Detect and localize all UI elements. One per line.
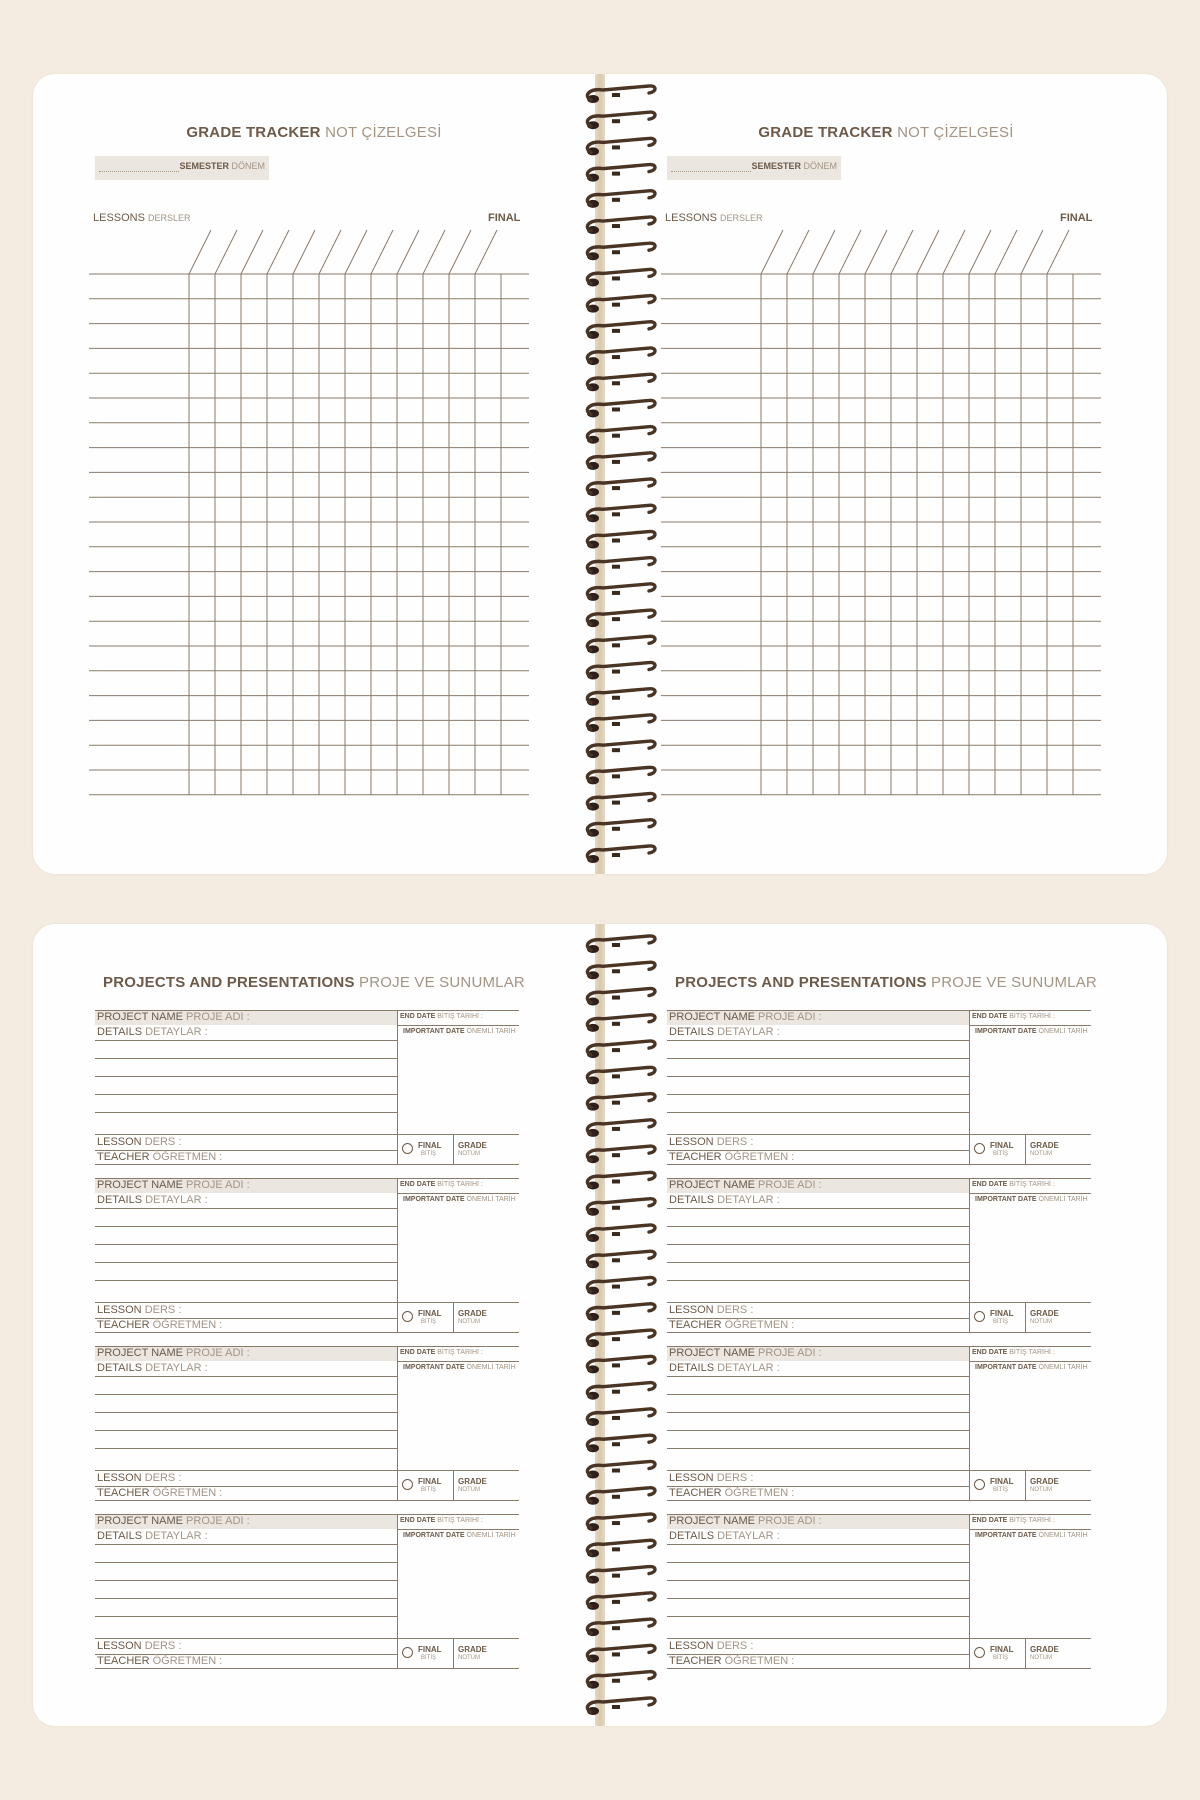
footer-top-rule (667, 1134, 1091, 1135)
lesson-label: LESSON DERS : (97, 1136, 182, 1148)
details-label: DETAILS DETAYLAR : (669, 1530, 780, 1542)
project-list (667, 1010, 1091, 1682)
final-grade-divider (453, 1638, 454, 1668)
grid-header-diagonal (995, 230, 1017, 274)
details-line (667, 1208, 969, 1209)
column-divider (397, 1178, 398, 1332)
page-title: GRADE TRACKER NOT ÇİZELGESİ (186, 124, 442, 141)
important-date-label: IMPORTANT DATE ÖNEMLİ TARİH (975, 1532, 1088, 1539)
final-grade-divider (1025, 1470, 1026, 1500)
grid-header-diagonal (761, 230, 783, 274)
end-date-label: END DATE BİTİŞ TARİHİ : (972, 1181, 1055, 1188)
final-sub-label: BİTİŞ (993, 1319, 1009, 1325)
final-checkbox[interactable] (974, 1479, 985, 1490)
grade-sub-label: NOTUM (458, 1487, 480, 1493)
footer-bottom-rule (95, 1332, 519, 1333)
details-line (95, 1058, 397, 1059)
details-line (95, 1076, 397, 1077)
final-label: FINAL (418, 1309, 442, 1318)
grade-label: GRADE (1030, 1309, 1059, 1318)
details-line (667, 1226, 969, 1227)
project-name-label: PROJECT NAME PROJE ADI : (97, 1011, 250, 1023)
details-line (95, 1430, 397, 1431)
details-line (667, 1616, 969, 1617)
grid-header-diagonal (241, 230, 263, 274)
grade-label: GRADE (458, 1141, 487, 1150)
project-list (95, 1010, 519, 1682)
final-grade-divider (453, 1302, 454, 1332)
page-title: PROJECTS AND PRESENTATIONS PROJE VE SUNUMLAR (103, 974, 525, 991)
details-label: DETAILS DETAYLAR : (97, 1026, 208, 1038)
important-date-label: IMPORTANT DATE ÖNEMLİ TARİH (403, 1196, 516, 1203)
details-line (95, 1562, 397, 1563)
details-line (95, 1448, 397, 1449)
project-entry (95, 1010, 519, 1178)
final-sub-label: BİTİŞ (993, 1655, 1009, 1661)
footer-bottom-rule (667, 1500, 1091, 1501)
details-line (667, 1448, 969, 1449)
final-checkbox[interactable] (974, 1647, 985, 1658)
footer-top-rule (667, 1302, 1091, 1303)
grid-header-diagonal (397, 230, 419, 274)
grade-label: GRADE (1030, 1477, 1059, 1486)
grade-label: GRADE (458, 1477, 487, 1486)
semester-field[interactable]: SEMESTER DÖNEM (95, 156, 269, 180)
projects-page-left (33, 924, 595, 1726)
grid-header-diagonal (267, 230, 289, 274)
end-date-label: END DATE BİTİŞ TARİHİ : (972, 1517, 1055, 1524)
grade-tracker-spread (33, 74, 1167, 874)
project-entry (667, 1346, 1091, 1514)
teacher-label: TEACHER ÖĞRETMEN : (97, 1319, 223, 1331)
details-label: DETAILS DETAYLAR : (97, 1362, 208, 1374)
final-label: FINAL (418, 1645, 442, 1654)
column-divider (969, 1346, 970, 1500)
grade-sub-label: NOTUM (458, 1655, 480, 1661)
important-date-label: IMPORTANT DATE ÖNEMLİ TARİH (975, 1196, 1088, 1203)
grid-header-diagonal (839, 230, 861, 274)
grade-sub-label: NOTUM (1030, 1655, 1052, 1661)
final-checkbox[interactable] (974, 1311, 985, 1322)
details-label: DETAILS DETAYLAR : (669, 1026, 780, 1038)
final-grade-divider (1025, 1302, 1026, 1332)
details-line (95, 1094, 397, 1095)
grid-header-diagonal (1047, 230, 1069, 274)
column-divider (397, 1514, 398, 1668)
lesson-label: LESSON DERS : (669, 1304, 754, 1316)
teacher-label: TEACHER ÖĞRETMEN : (669, 1151, 795, 1163)
grade-grid[interactable] (89, 174, 529, 806)
details-line (95, 1280, 397, 1281)
details-line (667, 1040, 969, 1041)
details-line (667, 1394, 969, 1395)
end-date-label: END DATE BİTİŞ TARİHİ : (400, 1013, 483, 1020)
grid-header-diagonal (449, 230, 471, 274)
details-line (667, 1280, 969, 1281)
footer-bottom-rule (667, 1332, 1091, 1333)
projects-spread (33, 924, 1167, 1726)
footer-bottom-rule (95, 1668, 519, 1669)
details-line (667, 1598, 969, 1599)
details-line (95, 1040, 397, 1041)
end-date-label: END DATE BİTİŞ TARİHİ : (972, 1013, 1055, 1020)
grade-sub-label: NOTUM (1030, 1319, 1052, 1325)
details-line (667, 1430, 969, 1431)
details-line (95, 1580, 397, 1581)
project-entry (667, 1178, 1091, 1346)
grid-header-diagonal (969, 230, 991, 274)
grid-header-diagonal (319, 230, 341, 274)
final-label: FINAL (990, 1309, 1014, 1318)
project-entry (95, 1514, 519, 1682)
details-line (667, 1094, 969, 1095)
details-line (95, 1616, 397, 1617)
column-divider (397, 1010, 398, 1164)
final-grade-divider (1025, 1638, 1026, 1668)
details-label: DETAILS DETAYLAR : (669, 1194, 780, 1206)
footer-top-rule (667, 1470, 1091, 1471)
details-line (667, 1076, 969, 1077)
lesson-label: LESSON DERS : (97, 1304, 182, 1316)
column-divider (969, 1010, 970, 1164)
details-line (95, 1244, 397, 1245)
footer-top-rule (667, 1638, 1091, 1639)
project-name-label: PROJECT NAME PROJE ADI : (97, 1179, 250, 1191)
project-name-label: PROJECT NAME PROJE ADI : (669, 1011, 822, 1023)
grid-header-diagonal (865, 230, 887, 274)
grade-tracker-page-right (605, 74, 1167, 874)
details-line (95, 1394, 397, 1395)
teacher-label: TEACHER ÖĞRETMEN : (669, 1655, 795, 1667)
grade-grid[interactable] (661, 174, 1101, 806)
final-label: FINAL (990, 1141, 1014, 1150)
final-checkbox[interactable] (974, 1143, 985, 1154)
teacher-label: TEACHER ÖĞRETMEN : (669, 1319, 795, 1331)
final-checkbox[interactable] (402, 1143, 413, 1154)
final-label: FINAL (418, 1477, 442, 1486)
details-label: DETAILS DETAYLAR : (97, 1530, 208, 1542)
details-line (95, 1376, 397, 1377)
details-line (667, 1376, 969, 1377)
details-label: DETAILS DETAYLAR : (97, 1194, 208, 1206)
details-line (95, 1208, 397, 1209)
grade-tracker-page-left (33, 74, 595, 874)
details-line (667, 1562, 969, 1563)
grid-header-diagonal (293, 230, 315, 274)
column-divider (397, 1346, 398, 1500)
teacher-label: TEACHER ÖĞRETMEN : (97, 1487, 223, 1499)
details-line (95, 1262, 397, 1263)
lesson-label: LESSON DERS : (669, 1472, 754, 1484)
footer-bottom-rule (667, 1164, 1091, 1165)
footer-top-rule (95, 1638, 519, 1639)
lesson-label: LESSON DERS : (669, 1640, 754, 1652)
grid-header-diagonal (891, 230, 913, 274)
details-line (667, 1412, 969, 1413)
final-sub-label: BİTİŞ (993, 1487, 1009, 1493)
teacher-label: TEACHER ÖĞRETMEN : (669, 1487, 795, 1499)
grade-label: GRADE (1030, 1645, 1059, 1654)
final-grade-divider (1025, 1134, 1026, 1164)
final-header: FINAL (1060, 212, 1093, 224)
grid-header-diagonal (943, 230, 965, 274)
column-divider (969, 1178, 970, 1332)
lesson-label: LESSON DERS : (97, 1472, 182, 1484)
details-line (95, 1598, 397, 1599)
final-label: FINAL (990, 1477, 1014, 1486)
lesson-label: LESSON DERS : (669, 1136, 754, 1148)
grid-header-diagonal (371, 230, 393, 274)
grade-sub-label: NOTUM (1030, 1487, 1052, 1493)
footer-top-rule (95, 1470, 519, 1471)
project-name-label: PROJECT NAME PROJE ADI : (97, 1515, 250, 1527)
important-date-label: IMPORTANT DATE ÖNEMLİ TARİH (403, 1364, 516, 1371)
final-label: FINAL (418, 1141, 442, 1150)
teacher-label: TEACHER ÖĞRETMEN : (97, 1151, 223, 1163)
details-line (667, 1580, 969, 1581)
final-checkbox[interactable] (402, 1311, 413, 1322)
important-date-label: IMPORTANT DATE ÖNEMLİ TARİH (403, 1532, 516, 1539)
grid-header-diagonal (189, 230, 211, 274)
grade-label: GRADE (458, 1309, 487, 1318)
project-name-label: PROJECT NAME PROJE ADI : (97, 1347, 250, 1359)
footer-top-rule (95, 1302, 519, 1303)
details-label: DETAILS DETAYLAR : (669, 1362, 780, 1374)
details-line (667, 1112, 969, 1113)
teacher-label: TEACHER ÖĞRETMEN : (97, 1655, 223, 1667)
final-sub-label: BİTİŞ (421, 1487, 437, 1493)
grid-header-diagonal (345, 230, 367, 274)
details-line (95, 1226, 397, 1227)
final-checkbox[interactable] (402, 1647, 413, 1658)
details-line (95, 1412, 397, 1413)
grid-header-diagonal (423, 230, 445, 274)
footer-bottom-rule (95, 1500, 519, 1501)
final-label: FINAL (990, 1645, 1014, 1654)
semester-field[interactable]: SEMESTER DÖNEM (667, 156, 841, 180)
grade-sub-label: NOTUM (1030, 1151, 1052, 1157)
details-line (95, 1544, 397, 1545)
end-date-label: END DATE BİTİŞ TARİHİ : (972, 1349, 1055, 1356)
final-grade-divider (453, 1134, 454, 1164)
grade-sub-label: NOTUM (458, 1319, 480, 1325)
important-date-label: IMPORTANT DATE ÖNEMLİ TARİH (403, 1028, 516, 1035)
binding-gutter (595, 74, 605, 874)
grade-label: GRADE (1030, 1141, 1059, 1150)
details-line (95, 1112, 397, 1113)
project-name-label: PROJECT NAME PROJE ADI : (669, 1179, 822, 1191)
project-entry (95, 1178, 519, 1346)
final-sub-label: BİTİŞ (421, 1151, 437, 1157)
important-date-label: IMPORTANT DATE ÖNEMLİ TARİH (975, 1028, 1088, 1035)
grade-sub-label: NOTUM (458, 1151, 480, 1157)
grade-label: GRADE (458, 1645, 487, 1654)
lesson-label: LESSON DERS : (97, 1640, 182, 1652)
grid-header-diagonal (787, 230, 809, 274)
footer-bottom-rule (95, 1164, 519, 1165)
final-sub-label: BİTİŞ (421, 1655, 437, 1661)
projects-page-right (605, 924, 1167, 1726)
details-line (667, 1262, 969, 1263)
page-title: PROJECTS AND PRESENTATIONS PROJE VE SUNUMLAR (675, 974, 1097, 991)
final-sub-label: BİTİŞ (421, 1319, 437, 1325)
details-line (667, 1058, 969, 1059)
grid-header-diagonal (1021, 230, 1043, 274)
semester-dotted-line (671, 171, 751, 172)
semester-dotted-line (99, 171, 179, 172)
lessons-header: LESSONS DERSLER (93, 212, 191, 224)
grid-header-diagonal (917, 230, 939, 274)
final-header: FINAL (488, 212, 521, 224)
page-title: GRADE TRACKER NOT ÇİZELGESİ (758, 124, 1014, 141)
project-entry (95, 1346, 519, 1514)
end-date-label: END DATE BİTİŞ TARİHİ : (400, 1181, 483, 1188)
end-date-label: END DATE BİTİŞ TARİHİ : (400, 1517, 483, 1524)
column-divider (969, 1514, 970, 1668)
grid-header-diagonal (475, 230, 497, 274)
project-name-label: PROJECT NAME PROJE ADI : (669, 1515, 822, 1527)
footer-bottom-rule (667, 1668, 1091, 1669)
project-entry (667, 1514, 1091, 1682)
final-sub-label: BİTİŞ (993, 1151, 1009, 1157)
details-line (667, 1544, 969, 1545)
lessons-header: LESSONS DERSLER (665, 212, 763, 224)
project-name-label: PROJECT NAME PROJE ADI : (669, 1347, 822, 1359)
binding-gutter (595, 924, 605, 1726)
end-date-label: END DATE BİTİŞ TARİHİ : (400, 1349, 483, 1356)
footer-top-rule (95, 1134, 519, 1135)
grid-header-diagonal (813, 230, 835, 274)
final-checkbox[interactable] (402, 1479, 413, 1490)
project-entry (667, 1010, 1091, 1178)
grid-header-diagonal (215, 230, 237, 274)
important-date-label: IMPORTANT DATE ÖNEMLİ TARİH (975, 1364, 1088, 1371)
final-grade-divider (453, 1470, 454, 1500)
details-line (667, 1244, 969, 1245)
